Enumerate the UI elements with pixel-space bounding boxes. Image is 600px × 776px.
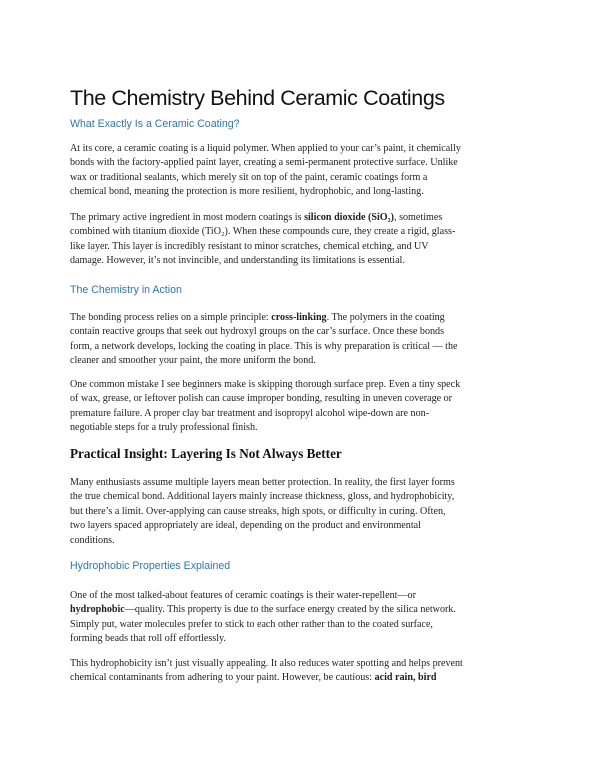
text-line: cleaner and smoother your paint, the more uniform the bond. <box>70 355 316 367</box>
emphasis-cross-linking: cross-linking <box>271 312 327 323</box>
text-line: like layer. This layer is incredibly resistant to minor scratches, chemical etching, and UV <box>70 240 429 252</box>
emphasis-silicon-dioxide: silicon dioxide (SiO₂) <box>304 212 395 223</box>
text-line: Many enthusiasts assume multiple layers mean better protection. In reality, the first layer forms <box>70 477 455 488</box>
text-line: One common mistake I see beginners make is skipping thorough surface prep. Even a tiny speck <box>70 379 461 390</box>
paragraph-hydrophobic <box>70 589 532 647</box>
text-line: damage. However, it’s not invincible, and understanding its limitations is essential. <box>70 255 405 267</box>
text-line: hydrophobic—quality. This property is due to the surface energy created by the silica network. <box>70 604 456 616</box>
paragraph-water-spotting <box>70 657 532 686</box>
text-line: forming beads that roll off effortlessly. <box>70 633 226 645</box>
text-line: contain reactive groups that seek out hydroxyl groups on the car’s surface. Once these bonds <box>70 326 445 338</box>
text-line: This hydrophobicity isn’t just visually appealing. It also reduces water spotting and helps prevent <box>70 658 463 669</box>
text-line: At its core, a ceramic coating is a liquid polymer. When applied to your car’s paint, it chemically <box>70 143 461 154</box>
text-line: the true chemical bond. Additional layers mainly increase thickness, gloss, and hydrophobicity, <box>70 491 455 503</box>
text-line: but there’s a limit. Over-applying can cause streaks, high spots, or difficulty in curing. Often, <box>70 505 446 517</box>
text-line: The bonding process relies on a simple principle: cross-linking. The polymers in the coating <box>70 312 445 323</box>
paragraph-surface-prep <box>70 378 532 436</box>
text-line: conditions. <box>70 534 115 546</box>
text-line: chemical contaminants from adhering to your paint. However, be cautious: acid rain, bird <box>70 672 437 684</box>
text-line: The primary active ingredient in most modern coatings is silicon dioxide (SiO₂), sometimes <box>70 212 443 223</box>
section-heading-layering: Practical Insight: Layering Is Not Always Better <box>70 446 342 461</box>
text-line: premature failure. A proper clay bar treatment and isopropyl alcohol wipe-down are non- <box>70 407 430 419</box>
text-line: combined with titanium dioxide (TiO₂). When these compounds cure, they create a rigid, glass- <box>70 226 456 238</box>
text-line: Simply put, water molecules prefer to stick to each other rather than to the coated surface, <box>70 618 433 630</box>
text-line: two layers spaced appropriately are ideal, depending on the product and environmental <box>70 520 421 532</box>
text-line: negotiable steps for a truly professional finish. <box>70 422 258 434</box>
text-line: form, a network develops, locking the coating in place. This is why preparation is critical — the <box>70 340 458 352</box>
document-title: The Chemistry Behind Ceramic Coatings <box>70 86 445 110</box>
section-heading-what-is: What Exactly Is a Ceramic Coating? <box>70 118 240 130</box>
paragraph-active-ingredient <box>70 211 532 269</box>
text-line: wax or traditional sealants, which merely sit on top of the paint, ceramic coatings form a <box>70 171 428 183</box>
text-line: bonds with the factory-applied paint layer, creating a semi-permanent protective surface. Unlike <box>70 157 458 169</box>
emphasis-acid-rain: acid rain, bird <box>374 672 437 684</box>
text-line: of wax, grease, or leftover polish can cause improper bonding, resulting in uneven coverage or <box>70 393 453 405</box>
section-heading-chemistry: The Chemistry in Action <box>70 284 182 296</box>
text-line: One of the most talked-about features of ceramic coatings is their water-repellent—or <box>70 590 416 601</box>
emphasis-hydrophobic: hydrophobic <box>70 604 125 616</box>
text-line: chemical bond, meaning the protection is more resilient, hydrophobic, and long-lasting. <box>70 186 424 198</box>
paragraph-layering <box>70 476 532 548</box>
paragraph-cross-linking <box>70 311 532 369</box>
section-heading-hydrophobic: Hydrophobic Properties Explained <box>70 560 231 572</box>
paragraph-intro <box>70 142 532 200</box>
